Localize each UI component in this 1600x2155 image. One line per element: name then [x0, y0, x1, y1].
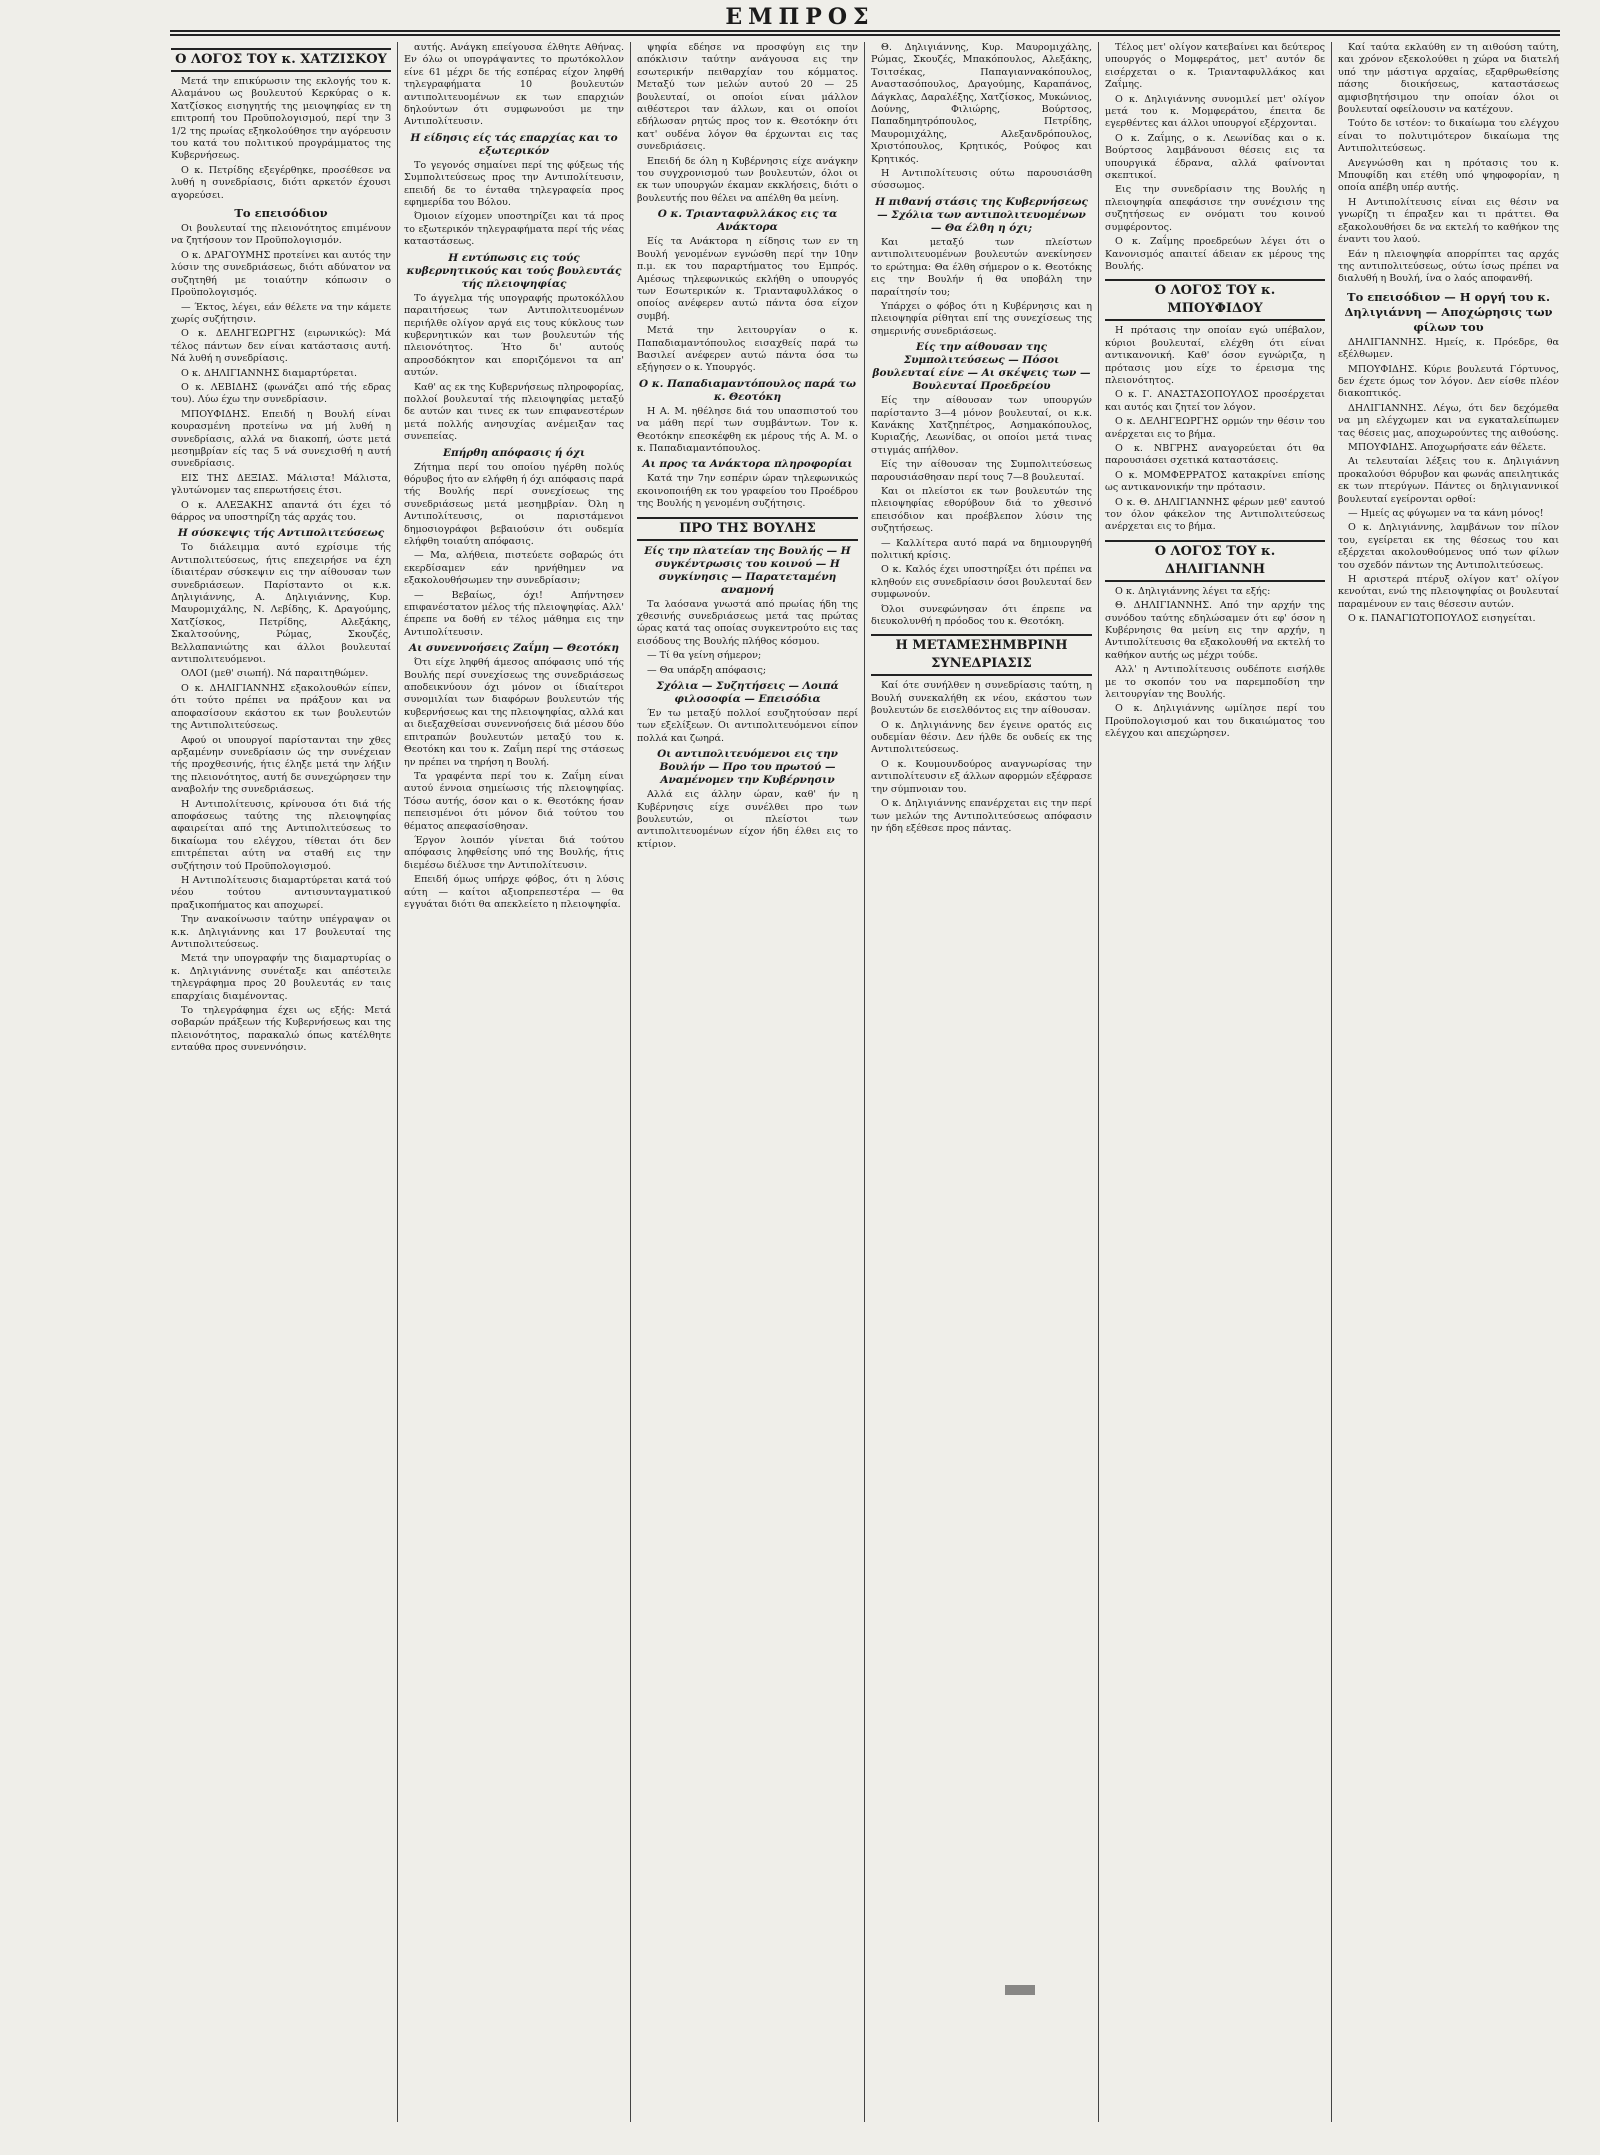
section-heading: Ο κ. Παπαδιαμαντόπουλος παρά τω κ. Θεοτόκη: [639, 377, 856, 403]
paragraph: — Έκτος, λέγει, εάν θέλετε να την κάμετε χωρίς συζήτησιν.: [171, 301, 391, 325]
paragraph: Ζήτημα περί του οποίου ηγέρθη πολύς θόρυβος ήτο αν ελήφθη ή όχι απόφασις παρά τής Βουλής περί συνεχίσεως της συνεδριάσεως μετά μεσημβρίαν. Όλη η Αντιπολίτευσις, οι παριστάμενοι δημοσιογράφοι βεβαιούσιν ότι ουδεμία ελήφθη τοιαύτη απόφασις.: [404, 461, 624, 547]
article-columns: [165, 42, 1565, 2122]
paragraph: Ο κ. Ζαΐμης, ο κ. Λεωνίδας και ο κ. Βούρτσος λαμβάνουσι θέσεις εις τα υπουργικά έδρανα, αλλά φαίνονται σκεπτικοί.: [1105, 132, 1325, 182]
paragraph: ΜΠΟΥΦΙΔΗΣ. Αποχωρήσατε εάν θέλετε.: [1348, 441, 1547, 453]
paragraph: Η Αντιπολίτευσις διαμαρτύρεται κατά τού νέου τούτου αντισυνταγματικού πραξικοπήματος και αποχωρεί.: [171, 874, 391, 911]
paragraph: Αφού οι υπουργοί παρίστανται την χθες αρξαμένην συνεδρίασιν ώς την συνέχειαν τής προχθεσινής, ήτις έληξε μετά την λήξιν της πλειονότητος, αυτή δε συνεχώρησεν την αναβολήν της συνεδριάσεως.: [171, 734, 391, 796]
article-heading: Ο ΛΟΓΟΣ ΤΟΥ κ. ΜΠΟΥΦΙΔΟΥ: [1105, 279, 1325, 321]
article-heading: Ο ΛΟΓΟΣ ΤΟΥ κ. ΔΗΛΙΓΙΑΝΝΗ: [1105, 540, 1325, 582]
paragraph: Υπάρχει ο φόβος ότι η Κυβέρνησις και η πλειοψηφία ρίθηται επί της συνεχίσεως της σημερινής συνεδριάσεως.: [871, 300, 1092, 337]
paragraph: Η αριστερά πτέρυξ ολίγον κατ' ολίγον κενούται, ενώ της πλειοψηφίας οι βουλευταί παραμένουν εν ταις θέσεσιν αυτών.: [1338, 574, 1559, 610]
section-heading: Σχόλια — Συζητήσεις — Λοιπά φιλοσοφία — Επεισόδια: [656, 680, 839, 706]
paragraph: Η Αντιπολίτευσις, κρίνουσα ότι διά τής αποφάσεως ταύτης της πλειοψηφίας αφαιρείται από της Αντιπολιτεύσεως το δικαίωμα του ελέγχου, τίθεται ότι δεν επιτρέπεται αύτη να σταθή εις την συζήτησιν τού Προϋπολογισμού.: [171, 798, 391, 872]
paragraph: Ο κ. Καλός έχει υποστηρίξει ότι πρέπει να κληθούν εις συνεδρίασιν όσοι βουλευταί δεν συμφωνούν.: [871, 564, 1092, 601]
section-heading: Επήρθη απόφασις ή όχι: [442, 446, 586, 459]
article-heading: Ο ΛΟΓΟΣ ΤΟΥ κ. ΧΑΤΖΙΣΚΟΥ: [171, 48, 391, 72]
paragraph: Η Αντιπολίτευσις ούτω παρουσιάσθη σύσσωμος.: [871, 168, 1092, 192]
paragraph: Ανεγνώσθη και η πρότασις του κ. Μπουφίδη και ετέθη υπό ψηφοφορίαν, η οποία απέβη υπέρ αυτής.: [1338, 157, 1559, 194]
paragraph: Τα λαόσανα γνωστά από πρωίας ήδη της χθεσινής συνεδριάσεως μετά τας πρώτας ώρας κατά τας οποίας συγκεντρούτο εις τας εισόδους της Βουλής πλήθος κόσμου.: [637, 598, 858, 647]
section-heading: Η είδησις είς τάς επαρχίας και το εξωτερικόν: [410, 131, 618, 157]
paragraph: Ότι είχε ληφθή άμεσος απόφασις υπό τής Βουλής περί συνεχίσεως της συνεδριάσεως αποδεικνύουν όχι μόνον οι ίδιαίτεροι συνομιλίαι των διαφόρων βουλευτών τής κυβερνήσεως και της πλειοψηφίας, αλλά και αι διεξαχθείσαι συνεννοήσεις διά μέσου δύο επιτραπών βουλευτών μεταξύ του κ. Θεοτόκη και του κ. Ζαΐμη περί της στάσεως ην πρέπει να τηρήση η Βουλή.: [404, 657, 624, 768]
paragraph: Έργον λοιπόν γίνεται διά τούτου απόφασις ληφθείσης υπό της Βουλής, ήτις διεμέσω διέλυσε την Αντιπολίτευσιν.: [404, 834, 624, 871]
paragraph: Θ. Δηλιγιάννης, Κυρ. Μαυρομιχάλης, Ρώμας, Σκουζές, Μπακόπουλος, Αλεξάκης, Τσιτσέκας, Παπαγιαννακόπουλος, Αναστασόπουλος, Δραγούμης, Καραπάνος, Δάγκλας, Δαραλέξης, Χατζίσκος, Μυκώνιος, Δούνης, Φιλιώρης, Βούρτσος, Παπαδημητρόπουλος, Πετρίδης, Μαυρομιχάλης, Αλεξανδρόπουλος, Χριστόπουλος, Κρητικός, Ρούφος και Κρητικός.: [871, 42, 1092, 165]
paragraph: Μετά την επικύρωσιν της εκλογής του κ. Αλαμάνου ως βουλευτού Κερκύρας ο κ. Χατζίσκος εισηγητής της μειοψηφίας εν τη επιτροπή του Προϋπολογισμού, περί την 3 1/2 της πρωίας εξηκολούθησε την αγόρευσιν του κατά του πολιτικού προγράμματος της Κυβερνήσεως.: [171, 76, 391, 162]
paragraph: Αλλά εις άλλην ώραν, καθ' ήν η Κυβέρνησις είχε συνέλθει προ των βουλευτών, οι πλείστοι των αντιπολιτευομένων είχον ήδη έλθει εις το κτίριον.: [637, 789, 858, 850]
paragraph: Ο κ. ΔΕΛΗΓΕΩΡΓΗΣ (ειρωνικώς): Μά τέλος πάντων δεν είναι κατάστασις αυτή. Νά λυθή η συνεδρίασις.: [171, 328, 391, 365]
paragraph: Τούτο δε ιστέον: το δικαίωμα του ελέγχου είναι το πολυτιμότερον δικαίωμα της Αντιπολιτεύσεως.: [1338, 118, 1559, 155]
column-3: [631, 42, 865, 2122]
paragraph: Το τηλεγράφημα έχει ως εξής: Μετά σοβαρών πράξεων τής Κυβερνήσεως και της πλειονότητος, παρακαλώ όπως κατέλθητε ενταύθα προς συνεννόησιν.: [171, 1005, 391, 1054]
paragraph: Όλοι συνεφώνησαν ότι έπρεπε να διευκολυνθή η πρόοδος του κ. Θεοτόκη.: [871, 603, 1092, 628]
paragraph: — Βεβαίως, όχι! Απήντησεν επιφανέστατον μέλος τής πλειοψηφίας. Αλλ' έπρεπε να δοθή εν τέλος μάθημα εις την Αντιπολίτευσιν.: [404, 589, 624, 638]
paragraph: ΜΠΟΥΦΙΔΗΣ. Επειδή η Βουλή είναι κουρασμένη προτείνω να μή λυθή η συνεδρίασις, αλλά να διακοπή, ώστε μετά μεσημβρίαν είς τας 5 νά συνεχισθή η αυτή συνεδρίασις.: [171, 408, 391, 470]
paragraph: Ο κ. Δηλιγιάννης συνομιλεί μετ' ολίγον μετά του κ. Μομφεράτου, έπειτα δε εγερθέντες και άλλοι υπουργοί εξέρχονται.: [1105, 93, 1325, 130]
paragraph: ΔΗΛΙΓΙΑΝΝΗΣ. Ημείς, κ. Πρόεδρε, θα εξέλθωμεν.: [1338, 336, 1559, 361]
paragraph: Ο κ. ΛΕΒΙΔΗΣ (φωνάζει από τής εδρας του). Λύω έχω την συνεδρίασιν.: [171, 381, 391, 406]
paragraph: Είς την αίθουσαν των υπουργών παρίσταντο 3—4 μόνον βουλευταί, οι κ.κ. Κανάκης Χατζηπέτρος, Ασημακόπουλος, Κυριαζής, Λεωνίδας, οι οποίοι μετά τινας στιγμάς απήλθον.: [871, 395, 1092, 456]
paragraph: ΔΗΛΙΓΙΑΝΝΗΣ. Λέγω, ότι δεν δεχόμεθα να μη ελέγχωμεν και να εγκαταλείπωμεν τας θέσεις μας, αποχωρούντες της αιθούσης.: [1338, 402, 1559, 439]
paragraph: Την ανακοίνωσιν ταύτην υπέγραψαν οι κ.κ. Δηλιγιάννης και 17 βουλευταί της Αντιπολιτεύσεως.: [171, 914, 391, 950]
section-heading: Είς την πλατείαν της Βουλής — Η συγκέντρωσις του κοινού — Η συγκίνησις — Παρατεταμένη αναμονή: [644, 544, 851, 596]
article-heading: ΠΡΟ ΤΗΣ ΒΟΥΛΗΣ: [637, 517, 858, 541]
paragraph: ψηφία εδέησε να προσφύγη εις την απόκλισιν ταύτην ανάγουσα εις την εσωτερικήν πειθαρχίαν του κόμματος. Μεταξύ των μελών αυτού 20 — 25 βουλευταί, οι οποίοι είναι μάλλον αιθέστεροι ταν άλλων, και οι οποίοι εδήλωσαν ρητώς προς τον κ. Θεοτόκην ότι κατ' ουδένα λόγον θα έρχωνται εις τας συνεδριάσεις.: [637, 42, 858, 153]
column-6: [1332, 42, 1565, 2122]
paragraph: Μετά την υπογραφήν της διαμαρτυρίας ο κ. Δηλιγιάννης συνέταξε και απέστειλε τηλεγράφημα προς 20 βουλευτάς εν ταις επαρχίαις διαμένοντας.: [171, 953, 391, 1002]
paragraph: Καί ότε συνήλθεν η συνεδρίασις ταύτη, η Βουλή συνεκαλήθη εκ νέου, εκάστου των βουλευτών δε εισελθόντος εις την αίθουσαν.: [871, 680, 1092, 717]
paragraph: Εις την συνεδρίασιν της Βουλής η πλειοψηφία απεφάσισε την συνέχισιν της συζητήσεως εν ονόματι του κοινού συμφέροντος.: [1105, 184, 1325, 233]
paragraph: Ο κ. ΑΛΕΞΑΚΗΣ απαντά ότι έχει τό θάρρος να υποστηρίζη τάς αρχάς του.: [171, 499, 391, 523]
section-heading: Η σύσκεψις τής Αντιπολιτεύσεως: [177, 527, 385, 540]
paragraph: Τα γραφέντα περί του κ. Ζαΐμη είναι αυτού έννοια σημείωσις τής πλειοψηφίας. Τόσω αυτής, όσον και ο κ. Θεοτόκης ήσαν πεπεισμένοι ότι μόνον διά τούτου του θέματος απεφασίσθησαν.: [404, 770, 624, 832]
paragraph: Θ. ΔΗΛΙΓΙΑΝΝΗΣ. Από την αρχήν της συνόδου ταύτης εδηλώσαμεν ότι εφ' όσον η Κυβέρνησις θα μείνη εις την αρχήν, η Αντιπολίτευσις θα εξακολουθή να εκτελή το καθήκον αυτής ως μέχρι τούδε.: [1105, 600, 1325, 661]
masthead-rule-bottom: [170, 34, 1560, 36]
paragraph: Μετά την λειτουργίαν ο κ. Παπαδιαμαντόπουλος εισαχθείς παρά τω Βασιλεί ανέφερεν αυτώ πάντα όσα τω εξήγησεν ο κ. Υπουργός.: [637, 325, 858, 374]
paragraph: Το άγγελμα τής υπογραφής πρωτοκόλλου παραιτήσεως των Αντιπολιτευομένων περιήλθε ολίγον αργά εις τους κύκλους των κυβερνητικών και των βουλευτών τής πλειονότητος. Ήτο δι' αυτούς απροσδόκητον και εποριζόμενοι τα απ' αυτών.: [404, 292, 624, 379]
section-heading: Το επεισόδιον: [234, 206, 328, 221]
paragraph: Ο κ. ΔΡΑΓΟΥΜΗΣ προτείνει και αυτός την λύσιν της συνεδριάσεως, διότι αδύνατον να συζητηθή με τοιαύτην κόπωσιν ο Προϋπολογισμός.: [171, 249, 391, 299]
paragraph: Οι βουλευταί της πλειονότητος επιμένουν να ζητήσουν τον Προϋπολογισμόν.: [171, 223, 391, 247]
column-1: [165, 42, 398, 2122]
paragraph: Όμοιον είχομεν υποστηρίζει και τά προς το εξωτερικόν τηλεγραφήματα περί τής νέας καταστάσεως.: [404, 211, 624, 248]
paragraph: Το διάλειμμα αυτό εχρίσιμε τής Αντιπολιτεύσεως, ήτις επεχειρήσε να έχη ίδιαιτέραν σύσκεψιν εις την αίθουσαν των συνεδριάσεων. Παρίσταντο οι κ.κ. Δηλιγιάννης, Α. Δηλιγιάννης, Κυρ. Μαυρομιχάλης, Ν. Λεβίδης, Κ. Δραγούμης, Χατζίσκος, Πετρίδης, Αλεξάκης, Σκαλτσούνης, Ρώμας, Σκουζές, Βελλαπανιώτης και άλλοι βουλευταί αντιπολιτευόμενοι.: [171, 542, 391, 666]
paragraph: Η Αντιπολίτευσις είναι εις θέσιν να γνωρίζη τι έπραξεν και τι πράττει. Θα εξακολουθήσει δε να εκτελή το καθήκον της έναντι του λαού.: [1338, 196, 1559, 246]
paragraph: Επειδή όμως υπήρχε φόβος, ότι η λύσις αύτη — καίτοι αξιοπρεπεστέρα — θα εγγυάται διότι θα απεκλείετο η πλειοψηφία.: [404, 874, 624, 910]
paragraph: Ο κ. ΝΒΓΡΗΣ αναγορεύεται ότι θα παρουσιάσει σχετικά καταστάσεις.: [1105, 442, 1325, 467]
paragraph: Επειδή δε όλη η Κυβέρνησις είχε ανάγκην του συγχρονισμού των βουλευτών, όλοι οι εκ των υπουργών έκαμαν εκκλήσεις, διότι ο βουλευτής που θέλει να απέλθη θα μείνη.: [637, 155, 858, 204]
section-heading: Ο κ. Τριανταφυλλάκος εις τα Ανάκτορα: [657, 208, 838, 234]
paragraph: ΜΠΟΥΦΙΔΗΣ. Κύριε βουλευτά Γόρτυνος, δεν έχετε όμως τον λόγον. Δεν είσθε πλέον διακοπτικός.: [1338, 363, 1559, 400]
paragraph: — Μα, αλήθεια, πιστεύετε σοβαρώς ότι εκερδίσαμεν εάν ηρνήθημεν να εξακολουθήσωμεν την συνεδρίασιν;: [404, 550, 624, 587]
paragraph: Ο κ. Θ. ΔΗΛΙΓΙΑΝΝΗΣ φέρων μεθ' εαυτού τον όλον φάκελον της Αντιπολιτεύσεως ανέρχεται εις το βήμα.: [1105, 496, 1325, 533]
paragraph: Ο κ. ΠΑΝΑΓΙΩΤΟΠΟΥΛΟΣ εισηγείται.: [1348, 613, 1536, 625]
newspaper-title: ΕΜΠΡΟΣ: [725, 4, 875, 30]
paragraph: Τέλος μετ' ολίγον κατεβαίνει και δεύτερος υπουργός ο Μομφεράτος, μετ' αυτόν δε εισέρχεται ο κ. Τριανταφυλλάκος και Ζαΐμης.: [1105, 42, 1325, 91]
section-heading: Αι προς τα Ανάκτορα πληροφορίαι: [642, 458, 853, 471]
paragraph: Είς τα Ανάκτορα η είδησις των εν τη Βουλή γενομένων εγνώσθη περί την 10ην π.μ. εκ του παραρτήματος του Εμπρός. Αμέσως τηλεφωνικώς εκλήθη ο υπουργός των Εσωτερικών κ. Τριανταφυλλάκος ο οποίος ανέφερεν αυτώ πάντα όσα είχον συμβή.: [637, 236, 858, 322]
section-heading: Είς την αίθουσαν της Συμπολιτεύσεως — Πόσοι βουλευταί είνε — Αι σκέψεις των — Βουλευταί Προεδρείου: [872, 341, 1091, 393]
paragraph: Η πρότασις την οποίαν εγώ υπέβαλον, κύριοι βουλευταί, ελέχθη ότι είναι αντικανονική. Καθ' όσον εγνώριζα, η πρότασις μου είχε το έρεισμα της πλειονότητος.: [1105, 325, 1325, 386]
paragraph: Ο κ. Ζαΐμης προεδρεύων λέγει ότι ο Κανονισμός απαιτεί άδειαν εκ μέρους της Βουλής.: [1105, 236, 1325, 272]
section-heading: Οι αντιπολιτευόμενοι εις την Βουλήν — Προ του πρωτού — Αναμένομεν την Κυβέρνησιν: [657, 748, 838, 787]
paragraph: Ο κ. ΜΟΜΦΕΡΡΑΤΟΣ κατακρίνει επίσης ως αντικανονικήν την πρότασιν.: [1105, 469, 1325, 494]
paragraph: — Ημείς ας φύγωμεν να τα κάνη μόνος!: [1348, 508, 1544, 519]
paragraph: ΟΛΟΙ (μεθ' σιωπή). Νά παραιτηθώμεν.: [181, 668, 369, 680]
column-4: [865, 42, 1099, 2122]
paragraph: Ο κ. Γ. ΑΝΑΣΤΑΣΟΠΟΥΛΟΣ προσέρχεται και αυτός και ζητεί τον λόγον.: [1105, 389, 1325, 413]
section-heading: Το επεισόδιον — Η οργή του κ. Δηλιγιάννη — Αποχώρησις των φίλων του: [1344, 289, 1553, 334]
paragraph: Είς την αίθουσαν της Συμπολιτεύσεως παρουσιάσθησαν περί τους 7—8 βουλευταί.: [871, 459, 1092, 483]
section-heading: Η εντύπωσις εις τούς κυβερνητικούς και τούς βουλευτάς τής πλειοψηφίας: [406, 251, 622, 290]
paragraph: Ο κ. Δηλιγιάννης επανέρχεται εις την περί των μελών της Αντιπολιτεύσεως απόφασιν ην ήδη εξέθεσε προς πάντας.: [871, 798, 1092, 834]
section-heading: Η πιθανή στάσις της Κυβερνήσεως — Σχόλια των αντιπολιτευομένων — Θα έλθη η όχι;: [875, 195, 1088, 234]
paragraph: — Τί θα γείνη σήμερον;: [647, 650, 762, 662]
paragraph: Ο κ. Δηλιγιάννης, λαμβάνων τον πίλον του, εγείρεται εκ της θέσεως του και εξέρχεται ακολουθούμενος υπό των φίλων του σχεδόν πάντων της Αντιπολιτεύσεως.: [1338, 522, 1559, 571]
section-heading: Αι συνεννοήσεις Ζαΐμη — Θεοτόκη: [408, 642, 620, 655]
paragraph: Καί ταύτα εκλαύθη εν τη αιθούση ταύτη, και χρόνον εξεκολούθει η χώρα να διατελή υπό την μάστιγα αρχαίας, εξαρθρωθείσης πάσης διοικήσεως, καταστάσεως αμφισβητήσιμου την οποίαν όλοι οι βουλευταί οφείλουσιν να κατέχουν.: [1338, 42, 1559, 116]
paragraph: Καθ' ας εκ της Κυβερνήσεως πληροφορίας, πολλοί βουλευταί τής πλειοψηφίας μεταξύ δε αυτών και τινες εκ των επιφανεστέρων μετά πολλής ανησυχίας ανέμειξαν τας συνεπείας.: [404, 381, 624, 443]
paragraph: Ο κ. ΔΕΛΗΓΕΩΡΓΗΣ ορμών την θέσιν του ανέρχεται εις το βήμα.: [1105, 416, 1325, 440]
paragraph: Ο κ. Δηλιγιάννης ωμίλησε περί του Προϋπολογισμού και του δικαιώματος του ελέγχου και απεχώρησεν.: [1105, 703, 1325, 740]
paragraph: Ο κ. Δηλιγιάννης λέγει τα εξής:: [1115, 585, 1271, 597]
masthead-rule-top: [170, 30, 1560, 32]
paragraph: Ο κ. Πετρίδης εξεγέρθηκε, προσέθεσε να λυθή η συνεδρίασις, διότι αρκετόν έχουσι αγορεύσει.: [171, 164, 391, 201]
paragraph: ΕΙΣ ΤΗΣ ΔΕΞΙΑΣ. Μάλιστα! Μάλιστα, γλυτώνομεν τας επερωτήσεις έτσι.: [171, 472, 391, 497]
paragraph: — Θα υπάρξη απόφασις;: [647, 664, 767, 676]
article-heading: Η ΜΕΤΑΜΕΣΗΜΒΡΙΝΗ ΣΥΝΕΔΡΙΑΣΙΣ: [871, 634, 1092, 676]
column-2: [398, 42, 631, 2122]
column-5: [1099, 42, 1332, 2122]
paragraph: Η Α. Μ. ηθέλησε διά του υπασπιστού του να μάθη περί των συμβάντων. Τον κ. Θεοτόκην επεσκέφθη εκ μέρους τής Α. Μ. ο κ. Παπαδιαμαντόπουλος.: [637, 405, 858, 454]
paragraph: Και μεταξύ των πλείστων αντιπολιτευομένων βουλευτών ανεκίνησεν το ερώτημα: Θα έλθη σήμερον ο κ. Θεοτόκης εις την Βουλήν ή θα υποβάλη την παραίτησίν του;: [871, 236, 1092, 298]
paragraph: Αλλ' η Αντιπολίτευσις ουδέποτε εισήλθε με το σκοπόν του να παρεμποδίση την λειτουργίαν της Βουλής.: [1105, 664, 1325, 701]
paragraph: Ο κ. ΔΗΛΙΓΙΑΝΝΗΣ διαμαρτύρεται.: [181, 367, 358, 379]
paragraph: αυτής. Ανάγκη επείγουσα έλθητε Αθήνας. Εν όλω οι υπογράψαντες το πρωτόκολλον είνε 61 μέχρι δε τής εσπέρας είχον ληφθή τηλεγραφήματα 10 βουλευτών αντιπολιτευομένων εκ των επαρχιών δηλούντων ότι συμφωνούσι με την Αντιπολίτευσιν.: [404, 42, 624, 128]
paragraph: Ο κ. Κουμουνδούρος αναγνωρίσας την αντιπολίτευσιν εξ άλλων αφορμών εξέφρασε την σύμπνοιαν του.: [871, 758, 1092, 795]
paragraph: — Καλλίτερα αυτό παρά να δημιουργηθή πολιτική κρίσις.: [871, 537, 1092, 561]
paragraph: Και οι πλείστοι εκ των βουλευτών της πλειοψηφίας εθορύβουν διά το χθεσινό επεισόδιον και προέβλεπον λύσιν της συζητήσεως.: [871, 485, 1092, 535]
paragraph: Εάν η πλειοψηφία απορρίπτει τας αρχάς της αντιπολιτεύσεως, ούτω ίσως πρέπει να διαλυθή η Βουλή, ίνα ο λαός αποφανθή.: [1338, 248, 1559, 285]
paragraph: Ο κ. Δηλιγιάννης δεν έγεινε ορατός εις ουδεμίαν θέσιν. Δεν ήλθε δε ουδείς εκ της Αντιπολιτεύσεως.: [871, 719, 1092, 756]
paragraph: Το γεγονός σημαίνει περί της φύξεως τής Συμπολιτεύσεως προς την Αντιπολίτευσιν, επειδή δε το ένταθα τηλεγραφεία προς εφημερίδα του Βόλου.: [404, 159, 624, 209]
paragraph: Ο κ. ΔΗΛΙΓΙΑΝΝΗΣ εξακολουθών είπεν, ότι τούτο πρέπει να πράξουν και να αποφασίσουν εκάστου εκ των βουλευτών της Αντιπολιτεύσεως.: [171, 682, 391, 732]
paragraph: Έν τω μεταξύ πολλοί εσυζητούσαν περί των εξελίξεων. Οι αντιπολιτευόμενοι είπον πολλά και ζωηρά.: [637, 708, 858, 744]
ink-smudge: [1005, 1985, 1035, 1995]
paragraph: Κατά την 7ην εσπέριν ώραν τηλεφωνικώς εκοινοποιήθη εκ του γραφείου του Προέδρου της Βουλής η γενομένη συζήτησις.: [637, 473, 858, 510]
paragraph: Αι τελευταίαι λέξεις του κ. Δηλιγιάννη προκαλούσι θόρυβον και φωνάς απειλητικάς εκ των πτερύγων. Πάντες οι δηλιγιαννικοί βουλευταί εγείρονται ορθοί:: [1338, 456, 1559, 505]
